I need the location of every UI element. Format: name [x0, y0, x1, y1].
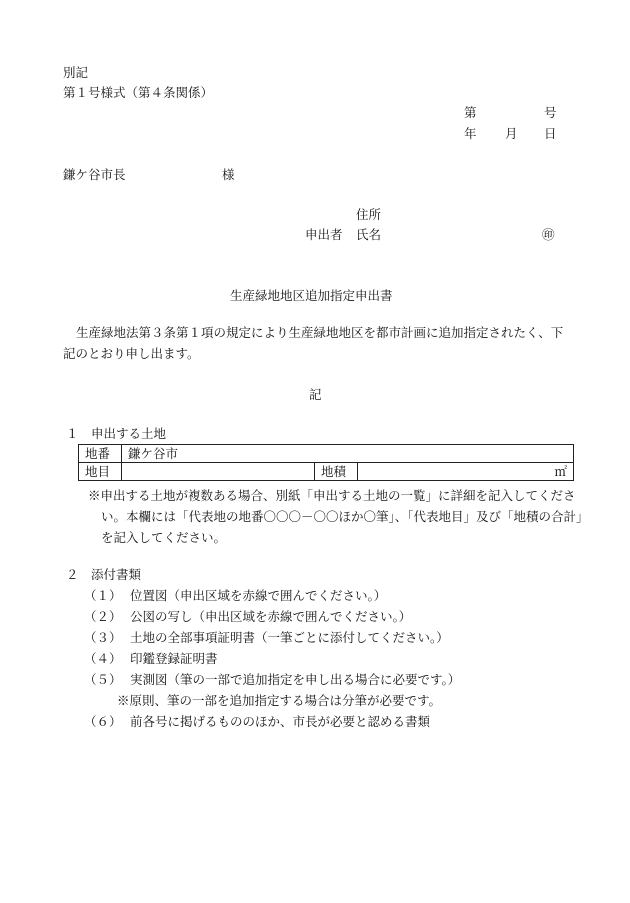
ki-heading: 記 [309, 387, 322, 402]
section2-heading: ２ 添付書類 [66, 567, 142, 582]
date-day: 日 [544, 126, 557, 141]
form-number: 第１号様式（第４条関係） [63, 85, 214, 100]
attachment-item-5-number: （５） [84, 672, 122, 687]
annex-label: 別記 [63, 65, 89, 80]
attachment-item-6-number: （６） [84, 714, 122, 729]
section1-heading: １ 申出する土地 [66, 426, 167, 441]
lot-number-label: 地番 [79, 445, 122, 463]
applicant-name-label: 氏名 [356, 227, 382, 242]
attachment-item-1-text: 位置図（申出区域を赤線で囲んでください。） [130, 588, 387, 603]
attachment-item-1-number: （１） [84, 588, 122, 603]
section1-note: ※申出する土地が複数ある場合、別紙「申出する土地の一覧」に詳細を記入してください。本欄には「代表地の地番〇〇〇－〇〇ほか〇筆」、「代表地目」及び「地積の合計」を記入してください。 [88, 488, 583, 545]
attachment-item-2-number: （２） [84, 609, 122, 624]
land-category-value [122, 463, 315, 481]
land-category-label: 地目 [79, 463, 122, 481]
number-prefix: 第 [464, 105, 477, 120]
document-title: 生産緑地地区追加指定申出書 [230, 288, 393, 303]
date-month: 月 [505, 126, 518, 141]
applicant-address-label: 住所 [356, 207, 382, 222]
attachment-item-3-text: 土地の全部事項証明書（一筆ごとに添付してください。） [130, 630, 449, 645]
table-row [79, 463, 574, 481]
attachment-item-4-number: （４） [84, 651, 122, 666]
body-paragraph: 生産緑地法第３条第１項の規定により生産緑地地区を都市計画に追加指定されたく、下記のとおり申し出ます。 [63, 325, 564, 361]
lot-number-value: 鎌ケ谷市 [122, 445, 574, 463]
attachment-item-2-text: 公図の写し（申出区域を赤線で囲んでください。） [130, 609, 412, 624]
attachment-item-4-text: 印鑑登録証明書 [130, 651, 218, 666]
attachment-item-3-number: （３） [84, 630, 122, 645]
area-label: 地積 [315, 463, 358, 481]
land-table [78, 444, 574, 481]
seal-mark: ㊞ [542, 227, 555, 242]
attachment-item-5-text: 実測図（筆の一部で追加指定を申し出る場合に必要です。） [130, 672, 461, 687]
area-unit: ㎡ [358, 463, 574, 481]
addressee-honorific: 様 [222, 167, 235, 182]
table-row [79, 445, 574, 463]
attachment-sub-note: ※原則、筆の一部を追加指定する場合は分筆が必要です。 [117, 693, 442, 708]
number-suffix: 号 [544, 105, 557, 120]
applicant-role-label: 申出者 [305, 227, 343, 242]
date-year: 年 [464, 126, 477, 141]
attachment-item-6-text: 前各号に掲げるもののほか、市長が必要と認める書類 [130, 714, 431, 729]
addressee-mayor: 鎌ケ谷市長 [63, 167, 126, 182]
